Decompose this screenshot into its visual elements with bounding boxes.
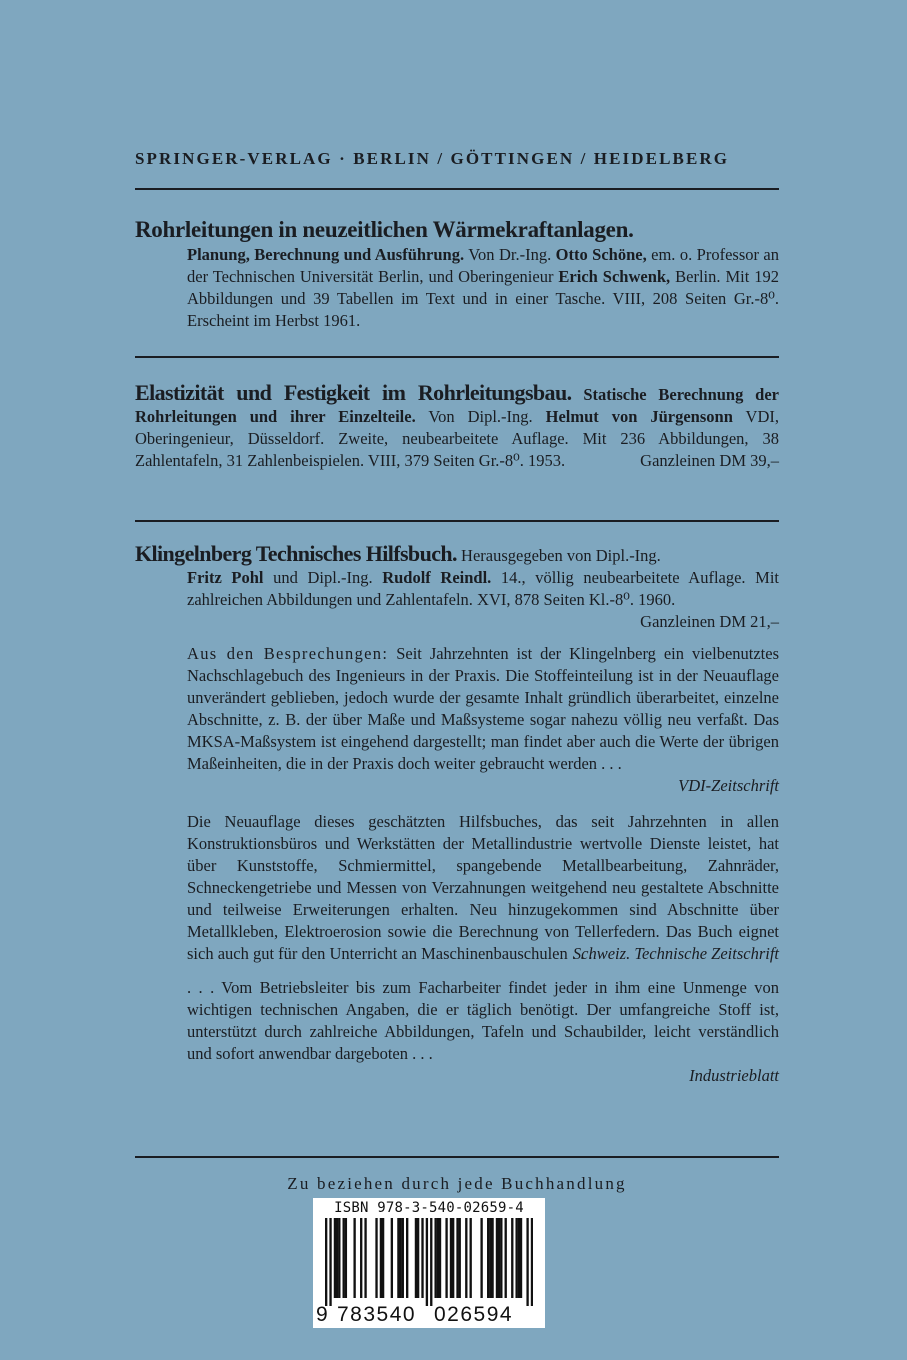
barcode-bar	[520, 1218, 522, 1298]
barcode-bar	[491, 1218, 493, 1298]
isbn-barcode	[313, 1198, 545, 1328]
barcode-bar	[382, 1218, 384, 1298]
barcode-bar	[511, 1218, 513, 1298]
barcode-bar	[397, 1218, 399, 1298]
barcode-bar	[480, 1218, 482, 1298]
barcode-bar	[459, 1218, 461, 1298]
divider	[135, 356, 779, 358]
book-3-editor-2: Rudolf Reindl.	[382, 568, 492, 587]
barcode-bar	[415, 1218, 417, 1298]
barcode-bar	[417, 1218, 419, 1298]
book-3-price: Ganzleinen DM 21,–	[640, 612, 779, 631]
ean-first-digit: 9	[316, 1303, 330, 1326]
barcode-bar	[470, 1218, 472, 1298]
barcode-bar	[325, 1218, 327, 1306]
ean-group-1: 783540	[337, 1303, 417, 1326]
barcode-bar	[531, 1218, 533, 1306]
book-3-editor-1: Fritz Pohl	[187, 568, 264, 587]
barcode-bar	[437, 1218, 439, 1298]
barcode-bar	[345, 1218, 347, 1298]
book-entry-2: Elastizität und Festigkeit im Rohrleitungsbau. Statische Berechnung der Rohrleitungen und ihrer Einzelteile. Von Dipl.-Ing. Helmut von Jürgensonn VDI, Oberingenieur, Düsseldorf. Zweite, neubearbeitete Auflage. Mit 236 Abbildungen, 38 Zahlentafeln, 31 Zahlenbeispielen. VIII, 379 Seiten Gr.-8⁰. 1953. Ganzleinen DM 39,–	[135, 380, 779, 470]
barcode-bar	[360, 1218, 362, 1298]
barcode-bar	[406, 1218, 408, 1298]
divider	[135, 1156, 779, 1158]
book-3-header: Klingelnberg Technisches Hilfsbuch. Herausgegeben von Dipl.-Ing. Fritz Pohl und Dipl.-Ing. Rudolf Reindl. 14., völlig neubearbeitete Auflage. Mit zahlreichen Abbildungen und Zahlentafeln. XVI, 878 Seiten Kl.-8⁰. 1960.	[135, 541, 780, 609]
review-3: . . . Vom Betriebsleiter bis zum Facharbeiter findet jeder in ihm eine Unmenge von wichtigen technischen Angaben, die er täglich benötigt. Der umfangreiche Stoff ist, unterstützt durch zahlreiche Abbildungen, Tafeln und Schaubilder, leicht verständlich und sofort anwendbar dargeboten . . .	[187, 978, 779, 1063]
review-label: Aus den Besprechungen:	[187, 644, 389, 663]
barcode-bar	[505, 1218, 507, 1298]
barcode-bar	[402, 1218, 404, 1298]
barcode-bar	[496, 1218, 498, 1298]
barcode-bar	[498, 1218, 500, 1298]
book-2-author: Helmut von Jürgensonn	[545, 407, 733, 426]
barcode-bar	[515, 1218, 517, 1298]
barcode-bar	[421, 1218, 423, 1298]
barcode-bar	[439, 1218, 441, 1298]
barcode-bar	[434, 1218, 436, 1298]
barcode-bar	[430, 1218, 432, 1306]
barcode-bar	[391, 1218, 393, 1298]
book-3-title: Klingelnberg Technisches Hilfsbuch.	[135, 541, 457, 566]
barcode-bar	[336, 1218, 338, 1298]
isbn-number: ISBN 978-3-540-02659-4	[334, 1200, 524, 1216]
divider	[135, 520, 779, 522]
book-1-description: Planung, Berechnung und Ausführung. Von Dr.-Ing. Otto Schöne, em. o. Professor an der Technischen Universität Berlin, und Oberingenieur Erich Schwenk, Berlin. Mit 192 Abbildungen und 39 Tabellen im Text und in einer Tasche. VIII, 208 Seiten Gr.-8⁰. Erscheint im Herbst 1961.	[187, 245, 779, 330]
barcode-bar	[343, 1218, 345, 1298]
barcode-bar	[445, 1218, 447, 1298]
barcode-bar	[334, 1218, 336, 1298]
book-1-title: Rohrleitungen in neuzeitlichen Wärmekraftanlagen.	[135, 217, 634, 242]
barcode-bar	[452, 1218, 454, 1298]
book-1-subtitle: Planung, Berechnung und Ausführung.	[187, 245, 465, 264]
barcode-bar	[450, 1218, 452, 1298]
book-entry-1	[135, 216, 779, 332]
barcode-bar	[353, 1218, 355, 1298]
book-2-price: Ganzleinen DM 39,–	[640, 451, 779, 470]
review-1-source: VDI-Zeitschrift	[678, 776, 779, 795]
divider	[135, 188, 779, 190]
barcode-bar	[465, 1218, 467, 1298]
book-2-title: Elastizität und Festigkeit im Rohrleitungsbau.	[135, 380, 572, 405]
barcode-bar	[426, 1218, 428, 1306]
book-1-author-2: Erich Schwenk,	[558, 267, 671, 286]
barcode-bar	[329, 1218, 331, 1306]
barcode-bar	[489, 1218, 491, 1298]
book-entry-3	[135, 543, 779, 1087]
publisher-line: SPRINGER-VERLAG · BERLIN / GÖTTINGEN / HEIDELBERG	[135, 149, 730, 168]
review-2: Die Neuauflage dieses geschätzten Hilfsbuches, das seit Jahrzehnten in allen Konstruktionsbüros und Werkstätten der Metallindustrie wertvolle Dienste leistet, hat über Kunststoffe, Schmiermittel, spangebende Metallbearbeitung, Zahnräder, Schneckengetriebe und Messen von Verzahnungen weitgehend neu gestaltete Abschnitte und teilweise Erweiterungen erhalten. Neu hinzugekommen sind Abschnitte über Metallkleben, Elektroerosion sowie die Berechnung von Tellerfedern. Das Buch eignet sich auch gut für den Unterricht an Maschinenbauschulen . . .	[187, 812, 779, 963]
availability-note: Zu beziehen durch jede Buchhandlung	[287, 1174, 627, 1193]
barcode-bar	[500, 1218, 502, 1298]
review-2-source: Schweiz. Technische Zeitschrift	[572, 944, 779, 963]
barcode-bar	[399, 1218, 401, 1298]
review-1: Aus den Besprechungen: Seit Jahrzehnten ist der Klingelnberg ein vielbenutztes Nachschlagebuch des Ingenieurs in der Praxis. Die Stoffeinteilung ist in der Neuauflage unverändert geblieben, jedoch wurde der gesamte Inhalt gründlich überarbeitet, einzelne Abschnitte, z. B. der über Maße und Maßsysteme sogar nahezu völlig neu verfaßt. Das MKSA-Maßsystem ist eingehend dargestellt; man findet aber auch die Werte der übrigen Maßeinheiten, die in der Praxis doch weiter gebraucht werden . . .	[187, 644, 780, 773]
book-2-subtitle: Statische Berechnung der Rohrleitungen und ihrer Einzelteile.	[135, 385, 779, 426]
barcode-bar	[380, 1218, 382, 1298]
barcode-bar	[364, 1218, 366, 1298]
barcode-bar	[456, 1218, 458, 1298]
book-1-author-1: Otto Schöne,	[555, 245, 647, 264]
barcode-bar	[518, 1218, 520, 1298]
barcode-bar	[487, 1218, 489, 1298]
barcode-bars	[325, 1218, 533, 1306]
barcode-bar	[375, 1218, 377, 1298]
ean-group-2: 026594	[434, 1303, 514, 1326]
barcode-bar	[338, 1218, 340, 1298]
review-3-source: Industrieblatt	[689, 1066, 779, 1085]
barcode-bar	[526, 1218, 528, 1306]
